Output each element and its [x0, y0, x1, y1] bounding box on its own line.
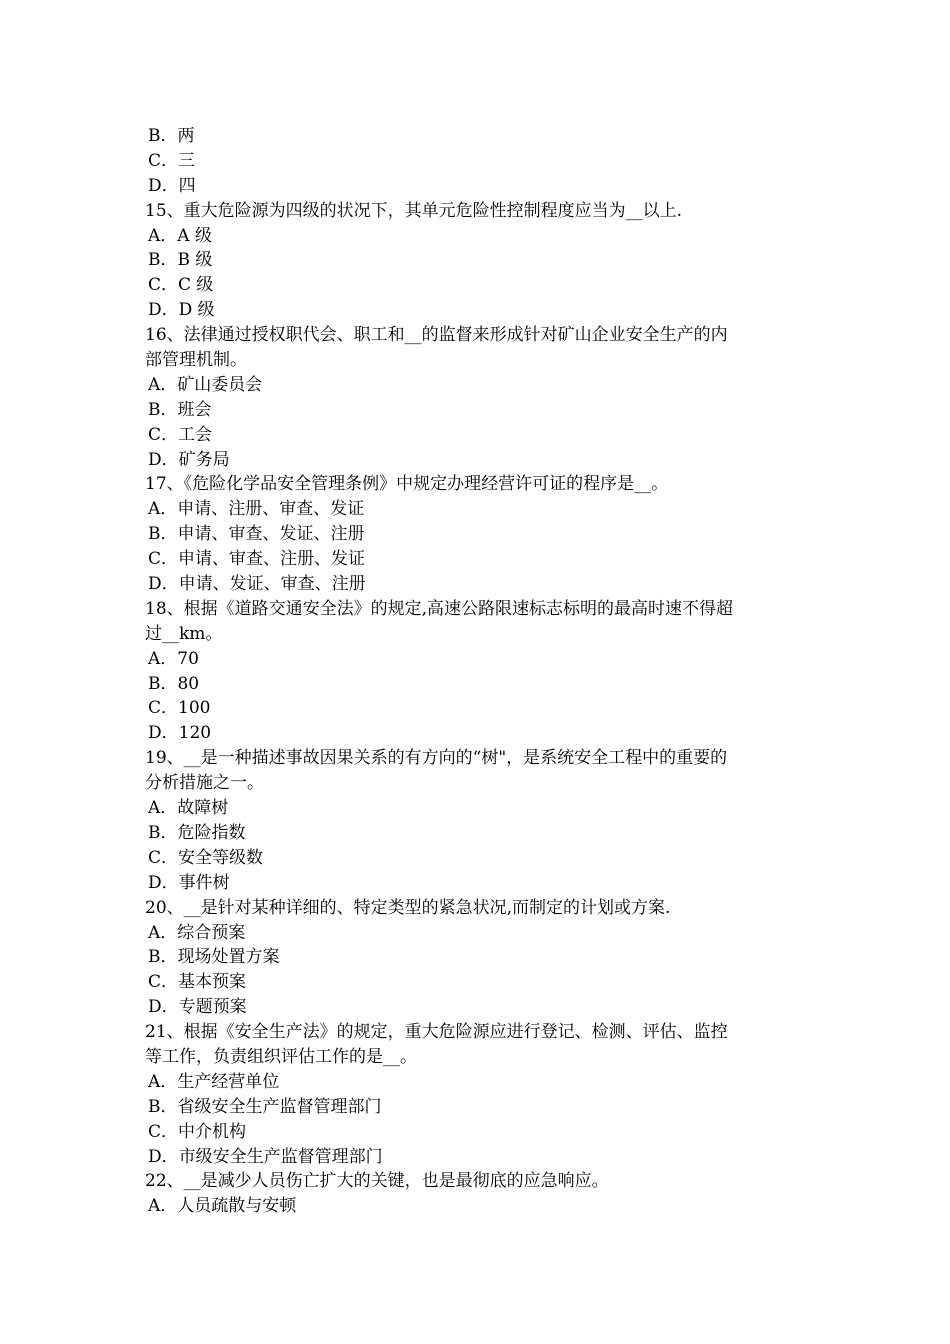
question-text: 18、根据《道路交通安全法》的规定,高速公路限速标志标明的最高时速不得超: [145, 598, 734, 619]
answer-option: D．市级安全生产监督管理部门: [148, 1146, 383, 1167]
answer-option: D．四: [148, 175, 196, 196]
answer-option: D．D 级: [148, 300, 215, 321]
answer-option: A．综合预案: [148, 922, 246, 943]
answer-option: B．省级安全生产监督管理部门: [148, 1096, 382, 1117]
answer-option: D．事件树: [148, 872, 230, 893]
answer-option: B．危险指数: [148, 822, 246, 843]
question-text: 分析措施之一。: [145, 773, 264, 794]
question-text: 22、__是减少人员伤亡扩大的关键，也是最彻底的应急响应。: [145, 1171, 609, 1192]
answer-option: D．专题预案: [148, 997, 247, 1018]
answer-option: C．中介机构: [148, 1121, 247, 1142]
answer-option: A．人员疏散与安顿: [148, 1196, 297, 1217]
answer-option: B．80: [148, 673, 200, 694]
question-text: 等工作，负责组织评估工作的是__。: [145, 1046, 417, 1067]
answer-option: C．三: [148, 150, 196, 171]
answer-option: B．申请、审查、发证、注册: [148, 524, 365, 545]
answer-option: D．矿务局: [148, 449, 230, 470]
answer-option: C．C 级: [148, 275, 214, 296]
answer-option: D．申请、发证、审查、注册: [148, 574, 366, 595]
question-text: 16、法律通过授权职代会、职工和__的监督来形成针对矿山企业安全生产的内: [145, 325, 728, 346]
answer-option: C．基本预案: [148, 972, 247, 993]
answer-option: C．100: [148, 698, 211, 719]
answer-option: D．120: [148, 723, 212, 744]
answer-option: A．申请、注册、审查、发证: [148, 499, 365, 520]
answer-option: A．故障树: [148, 798, 229, 819]
answer-option: A．生产经营单位: [148, 1071, 280, 1092]
question-text: 过__km。: [145, 623, 223, 644]
answer-option: C．工会: [148, 424, 213, 445]
answer-option: A．70: [148, 648, 199, 669]
answer-option: A．矿山委员会: [148, 374, 263, 395]
answer-option: B．班会: [148, 399, 212, 420]
question-text: 部管理机制。: [145, 350, 247, 371]
answer-option: B．现场处置方案: [148, 947, 280, 968]
answer-option: C．申请、审查、注册、发证: [148, 549, 366, 570]
answer-option: C．安全等级数: [148, 847, 264, 868]
question-text: 20、__是针对某种详细的、特定类型的紧急状况,而制定的计划或方案.: [145, 897, 671, 918]
document-content: [145, 124, 810, 1219]
question-text: 21、根据《安全生产法》的规定，重大危险源应进行登记、检测、评估、监控: [145, 1022, 728, 1043]
answer-option: B．两: [148, 126, 195, 146]
question-text: 17、《危险化学品安全管理条例》中规定办理经营许可证的程序是__。: [145, 474, 669, 495]
answer-option: B．B 级: [148, 250, 213, 271]
question-text: 19、__是一种描述事故因果关系的有方向的“树"，是系统安全工程中的重要的: [145, 748, 728, 769]
question-text: 15、重大危险源为四级的状况下，其单元危险性控制程度应当为__以上.: [145, 200, 683, 221]
answer-option: A．A 级: [148, 225, 212, 246]
